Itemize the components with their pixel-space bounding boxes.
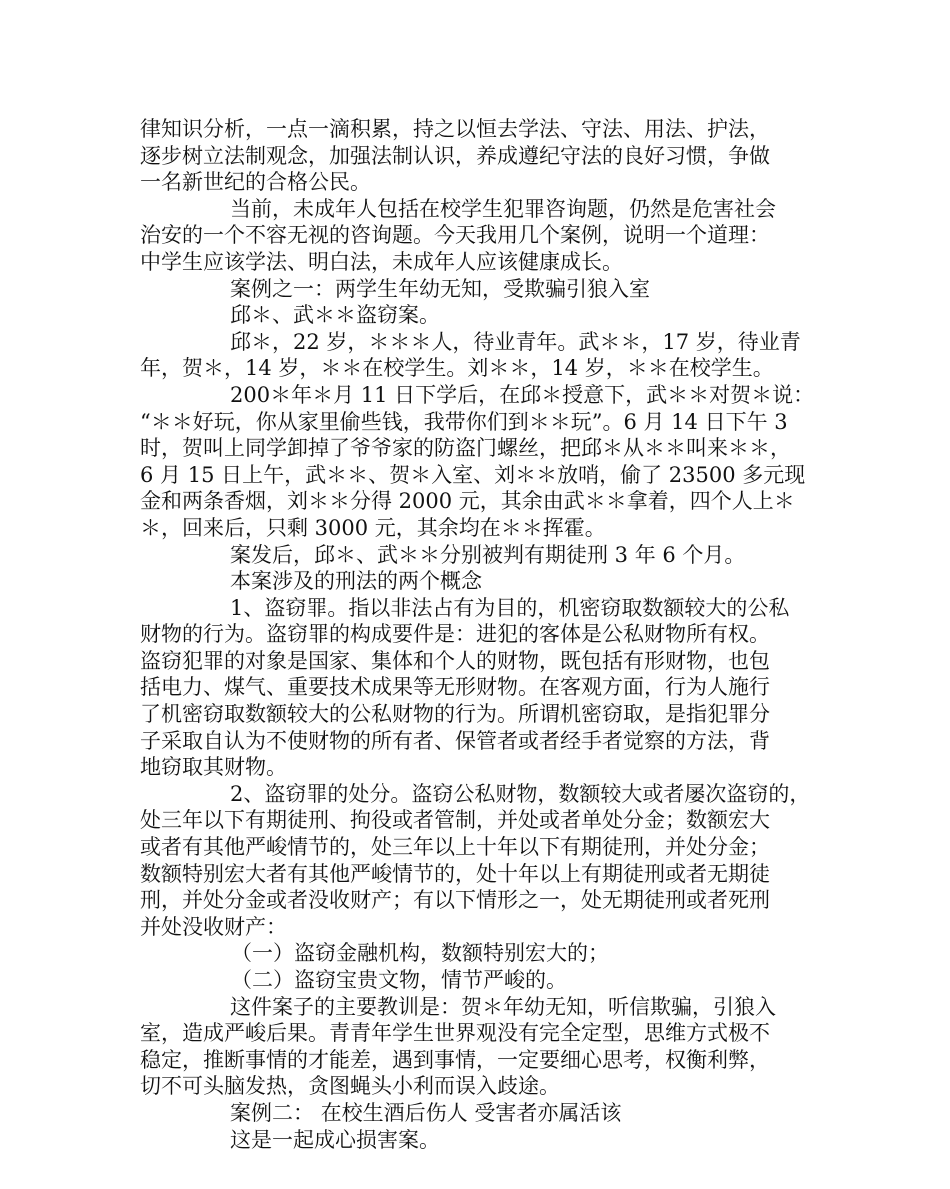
text-line: 并处没收财产： [140, 914, 287, 939]
text-line: 200＊年＊月 11 日下学后，在邱＊授意下，武＊＊对贺＊说： [230, 382, 815, 407]
text-line: 6 月 15 日上午，武＊＊、贺＊入室、刘＊＊放哨，偷了 23500 多元现 [140, 462, 806, 487]
text-line: “＊＊好玩，你从家里偷些钱，我带你们到＊＊玩”。6 月 14 日下午 3 [140, 409, 788, 434]
text-line: 这是一起成心损害案。 [230, 1127, 440, 1152]
text-line: （一）盗窃金融机构，数额特别宏大的； [231, 941, 609, 966]
text-line: 数额特别宏大者有其他严峻情节的，处十年以上有期徒刑或者无期徒 [140, 861, 770, 886]
text-line: 年，贺＊，14 岁，＊＊在校学生。刘＊＊，14 岁，＊＊在校学生。 [140, 356, 774, 381]
text-line: 处三年以下有期徒刑、拘役或者管制，并处或者单处分金；数额宏大 [140, 808, 770, 833]
text-line: 案例二： 在校生酒后伤人 受害者亦属活该 [230, 1100, 622, 1125]
text-line: 邱＊、武＊＊盗窃案。 [230, 303, 440, 328]
text-line: 2、盗窃罪的处分。盗窃公私财物，数额较大或者屡次盗窃的， [230, 781, 811, 806]
text-line: 时，贺叫上同学卸掉了爷爷家的防盗门螺丝，把邱＊从＊＊叫来＊＊， [140, 436, 791, 461]
text-line: （二）盗窃宝贵文物，情节严峻的。 [231, 968, 567, 992]
text-line: 治安的一个不容无视的咨询题。今天我用几个案例，说明一个道理： [140, 223, 770, 248]
text-line: 金和两条香烟，刘＊＊分得 2000 元，其余由武＊＊拿着，四个人上＊ [140, 489, 795, 514]
text-line: 当前，未成年人包括在校学生犯罪咨询题，仍然是危害社会 [230, 196, 776, 221]
text-line: 一名新世纪的合格公民。 [140, 170, 371, 195]
text-line: 刑，并处分金或者没收财产；有以下情形之一，处无期徒刑或者死刑 [140, 888, 770, 913]
text-line: 中学生应该学法、明白法，未成年人应该健康成长。 [140, 249, 623, 274]
text-line: 了机密窃取数额较大的公私财物的行为。所谓机密窃取，是指犯罪分 [140, 702, 770, 727]
text-line: 室，造成严峻后果。青青年学生世界观没有完全定型，思维方式极不 [140, 1021, 770, 1046]
text-line: 逐步树立法制观念，加强法制认识，养成遵纪守法的良好习惯，争做 [140, 143, 770, 168]
text-line: 切不可头脑发热，贪图蝇头小利而误入歧途。 [140, 1074, 560, 1099]
text-line: 1、盗窃罪。指以非法占有为目的，机密窃取数额较大的公私 [230, 595, 790, 620]
text-line: 括电力、煤气、重要技术成果等无形财物。在客观方面，行为人施行 [140, 675, 770, 700]
text-line: 本案涉及的刑法的两个概念 [230, 569, 482, 594]
text-line: ＊，回来后，只剩 3000 元，其余均在＊＊挥霍。 [140, 515, 606, 540]
text-line: 盗窃犯罪的对象是国家、集体和个人的财物，既包括有形财物，也包 [140, 648, 770, 673]
document-body [140, 116, 820, 1153]
text-line: 邱＊，22 岁，＊＊＊人，待业青年。武＊＊，17 岁，待业青 [230, 329, 801, 354]
text-line: 地窃取其财物。 [140, 755, 287, 780]
text-line: 律知识分析，一点一滴积累，持之以恒去学法、守法、用法、护法， [140, 117, 770, 141]
text-line: 这件案子的主要教训是：贺＊年幼无知，听信欺骗，引狼入 [230, 994, 776, 1019]
text-line: 子采取自认为不使财物的所有者、保管者或者经手者觉察的方法，背 [140, 728, 770, 753]
text-line: 财物的行为。盗窃罪的构成要件是：进犯的客体是公私财物所有权。 [140, 622, 770, 647]
text-line: 稳定，推断事情的才能差，遇到事情，一定要细心思考，权衡利弊， [140, 1047, 770, 1072]
text-line: 或者有其他严峻情节的，处三年以上十年以下有期徒刑，并处分金； [140, 835, 770, 860]
text-line: 案发后，邱＊、武＊＊分别被判有期徒刑 3 年 6 个月。 [230, 542, 746, 567]
text-line: 案例之一：两学生年幼无知，受欺骗引狼入室 [230, 276, 650, 301]
